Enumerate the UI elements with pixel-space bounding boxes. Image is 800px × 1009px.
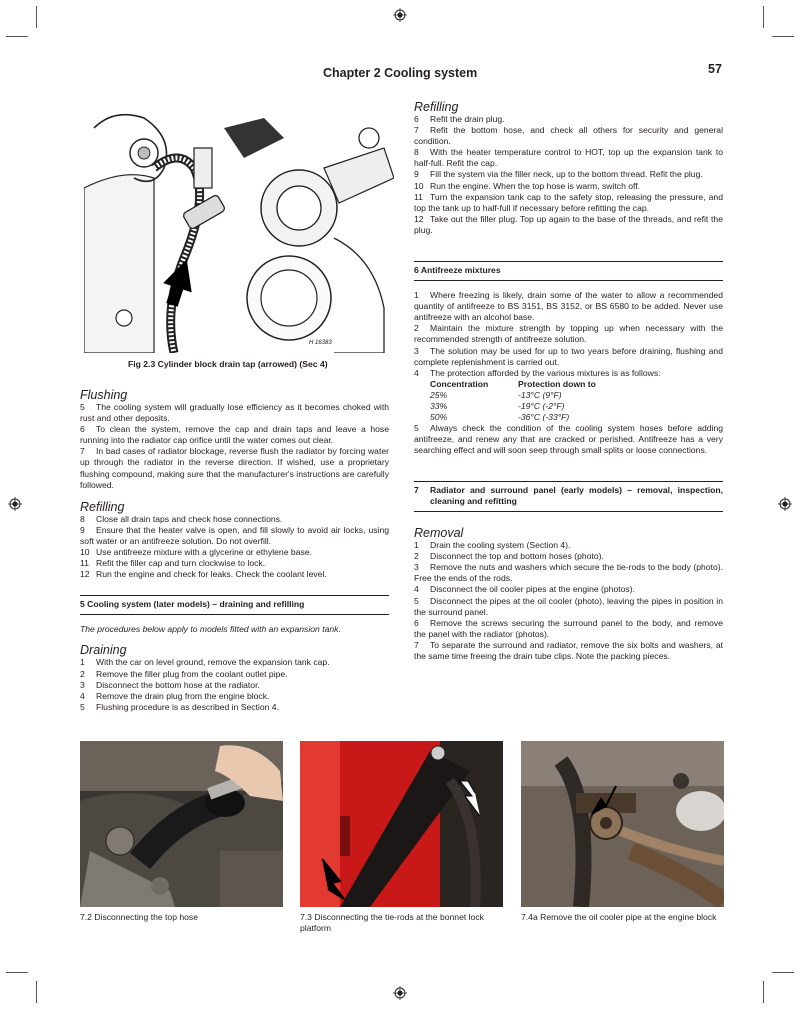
registration-mark-icon: [393, 986, 407, 1000]
paragraph-number: 8: [80, 513, 85, 524]
section-6-heading: 6 Antifreeze mixtures: [414, 265, 501, 276]
paragraph-number: 3: [414, 345, 419, 356]
paragraph-text: With the heater temperature control to HOT, top up the expansion tank to half-full. Refit the cap.: [414, 147, 723, 169]
numbered-paragraph: [414, 181, 723, 192]
paragraph-text: Run the engine and check for leaks. Check the coolant level.: [96, 569, 327, 580]
photo-caption: 7.2 Disconnecting the top hose: [80, 912, 199, 922]
numbered-paragraph: [80, 702, 389, 713]
section-5-heading: 5 Cooling system (later models) – draining and refilling: [80, 599, 305, 610]
page-number: 57: [708, 62, 722, 76]
chapter-title: Chapter 2 Cooling system: [323, 66, 478, 80]
numbered-paragraph: [414, 540, 723, 551]
numbered-paragraph: [80, 424, 389, 446]
paragraph-number: 9: [414, 169, 419, 180]
paragraph-text: Refit the drain plug.: [430, 114, 505, 124]
numbered-paragraph: [414, 192, 723, 214]
numbered-paragraph: [80, 680, 389, 691]
photo-tie-rods: [300, 741, 503, 907]
paragraph-text: Close all drain taps and check hose connections.: [96, 513, 283, 524]
figure-engine-drawing: [84, 108, 394, 353]
paragraph-text: To separate the surround and radiator, remove the six bolts and washers, at the same time freeing the drain tube clips. Note the packing pieces.: [414, 639, 723, 661]
right-column: [414, 100, 723, 662]
paragraph-text: Turn the expansion tank cap to the safety stop, releasing the pressure, and top the tank up to half-full if necessary before refitting the cap.: [414, 191, 723, 213]
section-heading-removal: Removal: [414, 526, 464, 541]
paragraph-text: Maintain the mixture strength by topping up when necessary with the recommended strength of antifreeze solution.: [414, 323, 723, 345]
numbered-paragraph: [414, 562, 723, 584]
paragraph-text: The solution may be used for up to two years before draining, flushing and complete replenishment is carried out.: [414, 345, 723, 367]
paragraph-number: 5: [414, 422, 419, 433]
numbered-paragraph: [80, 525, 389, 547]
paragraph-number: 12: [414, 213, 424, 224]
paragraph-text: Refit the bottom hose, and check all others for security and general condition.: [414, 125, 723, 147]
paragraph-number: 1: [80, 657, 85, 668]
section-7-number: 7: [414, 485, 419, 496]
photo-caption: 7.3 Disconnecting the tie-rods at the bonnet lock platform: [300, 912, 484, 933]
numbered-paragraph: [80, 691, 389, 702]
figure-caption: Fig 2.3 Cylinder block drain tap (arrowed) (Sec 4): [128, 359, 328, 369]
antifreeze-table: [430, 379, 596, 423]
paragraph-number: 6: [80, 424, 85, 435]
numbered-paragraph: [414, 346, 723, 368]
paragraph-text: Disconnect the bottom hose at the radiator.: [96, 679, 260, 690]
numbered-paragraph: [414, 114, 723, 125]
paragraph-text: Ensure that the heater valve is open, and fill slowly to avoid air locks, using soft water or an antifreeze solution. Do not overfill.: [80, 524, 389, 546]
paragraph-number: 5: [80, 402, 85, 412]
table-cell: 33%: [430, 400, 448, 411]
registration-mark-icon: [778, 497, 792, 511]
table-cell: -19°C (-2°F): [518, 400, 565, 411]
paragraph-number: 10: [80, 547, 90, 558]
paragraph-number: 5: [80, 701, 85, 712]
registration-mark-icon: [393, 8, 407, 22]
antifreeze-paragraphs-b: [414, 423, 723, 456]
numbered-paragraph: [414, 596, 723, 618]
photo-caption: 7.4a Remove the oil cooler pipe at the engine block: [521, 912, 717, 922]
section-7-heading: [414, 482, 723, 511]
paragraph-number: 6: [414, 617, 419, 628]
numbered-paragraph: [80, 547, 389, 558]
paragraph-number: 6: [414, 114, 419, 124]
crop-mark: [772, 36, 794, 37]
paragraph-text: Drain the cooling system (Section 4).: [430, 540, 571, 551]
numbered-paragraph: [414, 214, 723, 236]
numbered-paragraph: [414, 551, 723, 562]
paragraph-number: 4: [80, 690, 85, 701]
numbered-paragraph: [414, 147, 723, 169]
figure-label: H 16383: [309, 340, 332, 346]
paragraph-number: 12: [80, 569, 90, 580]
paragraph-text: Refit the filler cap and turn clockwise to lock.: [96, 558, 266, 569]
numbered-paragraph: [80, 657, 389, 668]
section-heading-flushing: Flushing: [80, 388, 128, 402]
section-heading-refilling: Refilling: [80, 499, 125, 514]
crop-mark: [6, 972, 28, 973]
paragraph-number: 4: [414, 367, 419, 378]
paragraph-text: Disconnect the oil cooler pipes at the engine (photos).: [430, 584, 635, 595]
paragraph-number: 2: [414, 323, 419, 334]
numbered-paragraph: [80, 558, 389, 569]
numbered-paragraph: [414, 640, 723, 662]
refilling-later-paragraphs: [414, 114, 723, 236]
numbered-paragraph: [80, 402, 389, 424]
paragraph-text: Remove the filler plug from the coolant outlet pipe.: [96, 668, 288, 679]
crop-mark: [763, 981, 764, 1003]
paragraph-number: 3: [414, 562, 419, 573]
left-column: [80, 388, 389, 713]
section-5-intro: The procedures below apply to models fitted with an expansion tank.: [80, 624, 341, 635]
numbered-paragraph: [414, 169, 723, 180]
removal-paragraphs: [414, 540, 723, 662]
paragraph-number: 2: [80, 668, 85, 679]
paragraph-text: Disconnect the pipes at the oil cooler (photo), leaving the pipes in position in the surround panel.: [414, 595, 723, 617]
paragraph-text: Remove the screws securing the surround panel to the body, and remove the panel with the radiator (photos).: [414, 617, 723, 639]
draining-paragraphs: [80, 657, 389, 712]
paragraph-text: Run the engine. When the top hose is warm, switch off.: [430, 180, 641, 191]
crop-mark: [6, 36, 28, 37]
section-heading-draining: Draining: [80, 643, 127, 658]
paragraph-number: 2: [414, 551, 419, 562]
paragraph-text: Remove the drain plug from the engine block.: [96, 690, 270, 701]
paragraph-text: Disconnect the top and bottom hoses (photo).: [430, 551, 604, 562]
numbered-paragraph: [80, 446, 389, 490]
paragraph-text: Flushing procedure is as described in Section 4.: [96, 701, 279, 712]
section-heading-refilling-later: Refilling: [414, 100, 459, 114]
table-cell: 25%: [430, 389, 448, 400]
rule: [414, 511, 723, 512]
paragraph-text: Remove the nuts and washers which secure the tie-rods to the body (photo). Free the ends of the rods.: [414, 562, 723, 584]
paragraph-text: Always check the condition of the cooling system hoses before adding antifreeze, and renew any that are cracked or perished. Antifreeze has a very searching effect and will soon seep through small splits or loose connections.: [414, 422, 723, 455]
paragraph-text: In bad cases of radiator blockage, reverse flush the radiator by forcing water up through the radiator in the reverse direction. If wished, use a proprietary flushing compound, making sure that the manufacturer's instructions are carefully followed.: [80, 446, 389, 490]
paragraph-text: Fill the system via the filler neck, up to the bottom thread. Refit the plug.: [430, 169, 703, 180]
paragraph-text: Where freezing is likely, drain some of the water to allow a recommended quantity of antifreeze to BS 3151, BS 3152, or BS 6580 to be added. Never use antifreeze with an alcohol base.: [414, 290, 723, 323]
table-cell: -13°C (9°F): [518, 389, 562, 400]
table-header: Protection down to: [518, 378, 596, 389]
paragraph-number: 7: [80, 446, 85, 457]
paragraph-text: The protection afforded by the various mixtures is as follows:: [430, 367, 661, 378]
numbered-paragraph: [414, 618, 723, 640]
paragraph-text: To clean the system, remove the cap and drain taps and leave a hose running into the radiator cap orifice until the water comes out clear.: [80, 424, 389, 446]
paragraph-number: 4: [414, 584, 419, 595]
paragraph-text: Use antifreeze mixture with a glycerine or ethylene base.: [96, 547, 312, 558]
paragraph-number: 5: [414, 595, 419, 606]
paragraph-number: 1: [414, 290, 419, 301]
numbered-paragraph: [414, 290, 723, 323]
paragraph-number: 8: [414, 147, 419, 158]
section-7-title: Radiator and surround panel (early models) – removal, inspection, cleaning and refitting: [430, 485, 723, 507]
antifreeze-paragraphs: [414, 290, 723, 379]
table-row: [430, 401, 596, 412]
paragraph-number: 3: [80, 679, 85, 690]
paragraph-number: 11: [80, 558, 89, 569]
numbered-paragraph: [414, 323, 723, 345]
crop-mark: [763, 6, 764, 28]
registration-mark-icon: [8, 497, 22, 511]
paragraph-number: 9: [80, 524, 85, 535]
photo-top-hose: [80, 741, 283, 907]
numbered-paragraph: [414, 125, 723, 147]
table-cell: -36°C (-33°F): [518, 411, 570, 422]
numbered-paragraph: [414, 584, 723, 595]
crop-mark: [772, 972, 794, 973]
paragraph-number: 1: [414, 540, 419, 551]
rule: [414, 280, 723, 281]
photo-oil-cooler-pipe: [521, 741, 724, 907]
numbered-paragraph: [80, 569, 389, 580]
paragraph-number: 7: [414, 639, 419, 650]
numbered-paragraph: [80, 669, 389, 680]
table-row: [430, 412, 596, 423]
refilling-paragraphs: [80, 514, 389, 581]
rule: [80, 614, 389, 615]
table-cell: 50%: [430, 411, 448, 422]
table-header: Concentration: [430, 378, 489, 389]
paragraph-number: 11: [414, 191, 423, 202]
paragraph-text: Take out the filler plug. Top up again to the base of the threads, and refit the plug.: [414, 213, 723, 235]
paragraph-number: 7: [414, 125, 419, 136]
paragraph-text: The cooling system will gradually lose efficiency as it becomes choked with rust and other deposits.: [80, 402, 389, 424]
crop-mark: [36, 6, 37, 28]
numbered-paragraph: [414, 423, 723, 456]
flushing-paragraphs: [80, 402, 389, 491]
numbered-paragraph: [80, 514, 389, 525]
numbered-paragraph: [414, 368, 723, 379]
table-row: [430, 390, 596, 401]
crop-mark: [36, 981, 37, 1003]
paragraph-number: 10: [414, 180, 424, 191]
paragraph-text: With the car on level ground, remove the expansion tank cap.: [96, 657, 330, 668]
